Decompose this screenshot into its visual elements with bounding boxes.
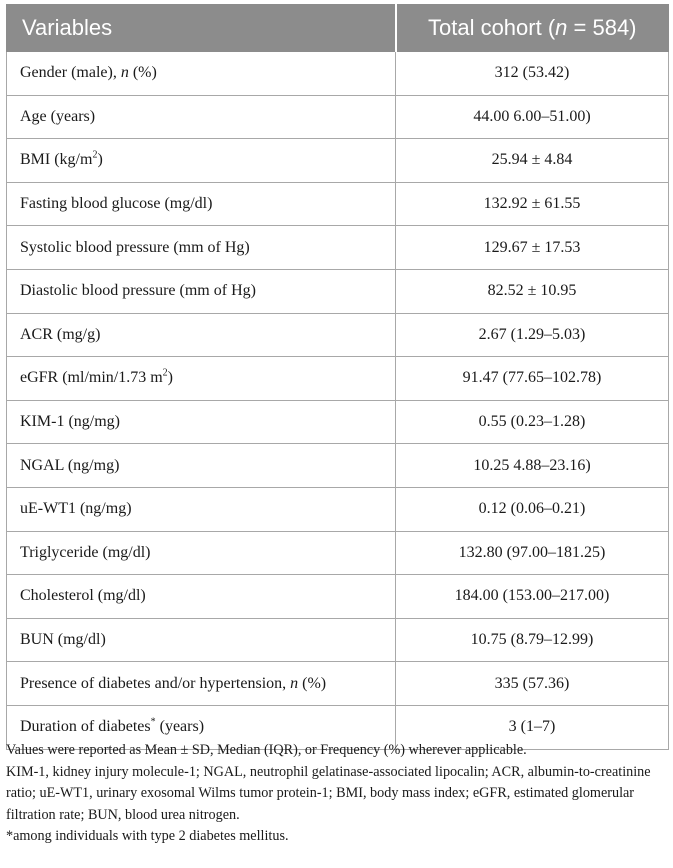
- value-cell: 129.67 ± 17.53: [396, 226, 669, 270]
- table-row: [7, 575, 669, 619]
- variable-label: uE-WT1 (ng/mg): [20, 500, 132, 518]
- value-cell: 0.55 (0.23–1.28): [396, 400, 669, 444]
- value-cell: 44.00 6.00–51.00): [396, 95, 669, 139]
- value-cell: 184.00 (153.00–217.00): [396, 575, 669, 619]
- value-cell: 335 (57.36): [396, 662, 669, 706]
- variable-cell: [7, 269, 396, 313]
- variable-suffix: (years): [155, 718, 205, 736]
- footnote-asterisk: *among individuals with type 2 diabetes mellitus.: [6, 828, 289, 844]
- header-variables: Variables: [7, 5, 396, 52]
- header-total-prefix: Total cohort (: [427, 15, 556, 40]
- variable-suffix: ): [97, 151, 103, 169]
- table-row: [7, 444, 669, 488]
- value-cell: 10.75 (8.79–12.99): [396, 618, 669, 662]
- variable-label: Cholesterol (mg/dl): [20, 587, 146, 605]
- variable-cell: [7, 531, 396, 575]
- table-row: [7, 226, 669, 270]
- variable-cell: [7, 575, 396, 619]
- footnote-values: Values were reported as Mean ± SD, Median (IQR), or Frequency (%) wherever applicable.: [6, 742, 527, 758]
- variable-label: Age (years): [20, 107, 96, 125]
- header-total-n: n: [555, 15, 568, 40]
- table-row: [7, 618, 669, 662]
- variable-italic: n: [290, 674, 299, 692]
- table-row: [7, 52, 669, 96]
- value-cell: 132.92 ± 61.55: [396, 182, 669, 226]
- variable-cell: [7, 52, 396, 96]
- table-row: [7, 487, 669, 531]
- variable-label: Triglyceride (mg/dl): [20, 543, 151, 561]
- variable-cell: [7, 313, 396, 357]
- variable-cell: [7, 662, 396, 706]
- variable-cell: [7, 182, 396, 226]
- value-cell: 312 (53.42): [396, 52, 669, 96]
- variable-superscript: 2: [162, 368, 168, 380]
- table-row: [7, 269, 669, 313]
- variable-label: Duration of diabetes: [20, 718, 151, 736]
- value-cell: 82.52 ± 10.95: [396, 269, 669, 313]
- cohort-characteristics-table: [6, 4, 669, 750]
- variable-label: BUN (mg/dl): [20, 631, 106, 649]
- variable-label: NGAL (ng/mg): [20, 456, 120, 474]
- table-row: [7, 139, 669, 183]
- value-cell: 0.12 (0.06–0.21): [396, 487, 669, 531]
- variable-cell: [7, 95, 396, 139]
- header-total-cohort: [396, 5, 669, 52]
- value-cell: 3 (1–7): [396, 705, 669, 749]
- variable-label: Systolic blood pressure (mm of Hg): [20, 238, 250, 256]
- table-row: [7, 182, 669, 226]
- table-row: [7, 400, 669, 444]
- table-header: [7, 5, 669, 52]
- footnote-abbreviations: KIM-1, kidney injury molecule-1; NGAL, neutrophil gelatinase-associated lipocalin; ACR, albumin-to-creatinine ratio; uE-WT1, urinary exosomal Wilms tumor protein-1; BMI, body mass index; eGFR, estimated glomerular filtration rate; BUN, blood urea nitrogen.: [6, 763, 651, 823]
- variable-suffix: (%): [298, 674, 327, 692]
- table-row: [7, 662, 669, 706]
- variable-superscript: 2: [92, 150, 98, 162]
- variable-italic: n: [120, 64, 129, 82]
- variable-label: eGFR (ml/min/1.73 m: [20, 369, 163, 387]
- variable-suffix: ): [167, 369, 173, 387]
- data-table-container: [6, 4, 668, 750]
- table-footnotes: [6, 740, 668, 848]
- variable-label: BMI (kg/m: [20, 151, 93, 169]
- variable-cell: [7, 618, 396, 662]
- variable-cell: [7, 444, 396, 488]
- variable-superscript: *: [150, 716, 156, 728]
- variable-suffix: (%): [128, 64, 157, 82]
- table-body: [7, 52, 669, 750]
- header-row: [7, 5, 669, 52]
- value-cell: 10.25 4.88–23.16): [396, 444, 669, 488]
- value-cell: 2.67 (1.29–5.03): [396, 313, 669, 357]
- variable-label: Presence of diabetes and/or hypertension,: [20, 674, 291, 692]
- variable-label: Gender (male),: [20, 64, 121, 82]
- table-row: [7, 531, 669, 575]
- variable-label: ACR (mg/g): [20, 325, 101, 343]
- variable-cell: [7, 357, 396, 401]
- header-total-suffix: = 584): [567, 15, 637, 40]
- variable-label: Fasting blood glucose (mg/dl): [20, 195, 213, 213]
- table-row: [7, 313, 669, 357]
- table-row: [7, 357, 669, 401]
- value-cell: 91.47 (77.65–102.78): [396, 357, 669, 401]
- variable-cell: [7, 226, 396, 270]
- table-row: [7, 95, 669, 139]
- variable-cell: [7, 487, 396, 531]
- value-cell: 132.80 (97.00–181.25): [396, 531, 669, 575]
- variable-cell: [7, 400, 396, 444]
- variable-cell: [7, 139, 396, 183]
- variable-label: KIM-1 (ng/mg): [20, 413, 120, 431]
- variable-label: Diastolic blood pressure (mm of Hg): [20, 282, 256, 300]
- value-cell: 25.94 ± 4.84: [396, 139, 669, 183]
